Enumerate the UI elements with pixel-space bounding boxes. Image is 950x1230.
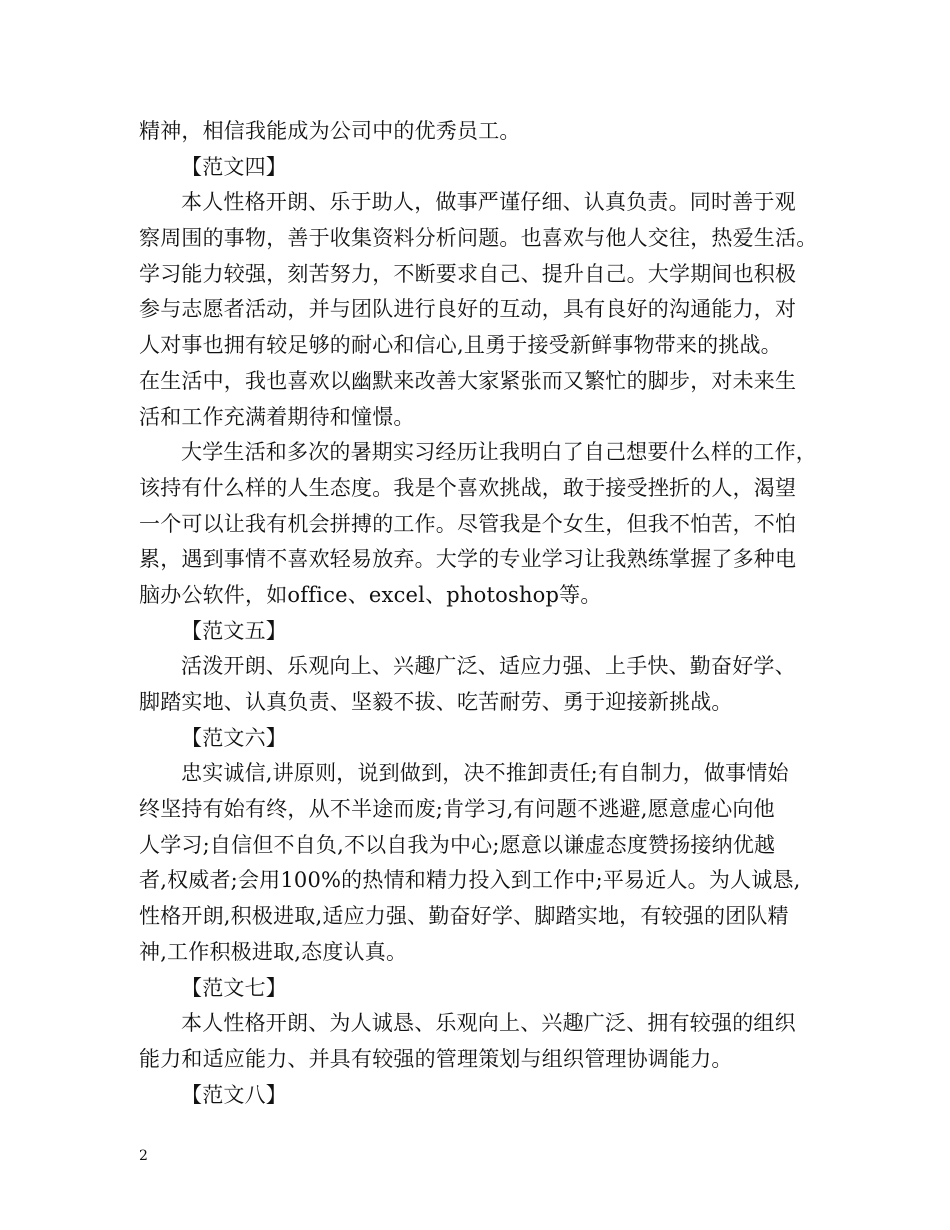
text-line: 活和工作充满着期待和憧憬。 <box>139 404 415 429</box>
text-line: 一个可以让我有机会拼搏的工作。尽管我是个女生，但我不怕苦，不怕 <box>139 511 797 536</box>
section-heading: 【范文六】 <box>181 725 287 750</box>
text-line: 精神，相信我能成为公司中的优秀员工。 <box>139 119 521 143</box>
text-line: 忠实诚信,讲原则，说到做到，决不推卸责任;有自制力，做事情始 <box>181 761 789 786</box>
section-heading: 【范文七】 <box>181 975 287 1000</box>
document-body <box>139 114 819 1113</box>
text-line: 本人性格开朗、乐于助人，做事严谨仔细、认真负责。同时善于观 <box>181 190 796 215</box>
section-heading: 【范文八】 <box>181 1082 287 1107</box>
text-line: 性格开朗,积极进取,适应力强、勤奋好学、脚踏实地，有较强的团队精 <box>139 904 789 929</box>
text-line: 该持有什么样的人生态度。我是个喜欢挑战，敢于接受挫折的人，渴望 <box>139 475 797 500</box>
text-line: 察周围的事物，善于收集资料分析问题。也喜欢与他人交往，热爱生活。 <box>139 226 818 251</box>
text-line: 学习能力较强，刻苦努力，不断要求自己、提升自己。大学期间也积极 <box>139 261 797 286</box>
text-line: 神,工作积极进取,态度认真。 <box>139 939 408 964</box>
text-line: 在生活中，我也喜欢以幽默来改善大家紧张而又繁忙的脚步，对未来生 <box>139 368 797 393</box>
text-line: 累，遇到事情不喜欢轻易放弃。大学的专业学习让我熟练掌握了多种电 <box>139 547 797 572</box>
text-line: 者,权威者;会用100%的热情和精力投入到工作中;平易近人。为人诚恳, <box>139 868 801 893</box>
text-line: 大学生活和多次的暑期实习经历让我明白了自己想要什么样的工作， <box>181 440 817 465</box>
text-line: 脑办公软件，如office、excel、photoshop等。 <box>139 582 602 607</box>
section-heading: 【范文四】 <box>181 154 287 179</box>
text-line: 脚踏实地、认真负责、坚毅不拔、吃苦耐劳、勇于迎接新挑战。 <box>139 690 733 714</box>
text-line: 人学习;自信但不自负,不以自我为中心;愿意以谦虚态度赞扬接纳优越 <box>139 832 776 857</box>
text-line: 本人性格开朗、为人诚恳、乐观向上、兴趣广泛、拥有较强的组织 <box>181 1011 796 1036</box>
page-number: 2 <box>139 1148 148 1164</box>
text-line: 参与志愿者活动，并与团队进行良好的互动，具有良好的沟通能力，对 <box>139 297 797 322</box>
text-line: 活泼开朗、乐观向上、兴趣广泛、适应力强、上手快、勤奋好学、 <box>181 654 796 679</box>
text-line: 人对事也拥有较足够的耐心和信心,且勇于接受新鲜事物带来的挑战。 <box>139 333 782 358</box>
text-line: 终坚持有始有终，从不半途而废;肯学习,有问题不逃避,愿意虚心向他 <box>139 797 775 822</box>
section-heading: 【范文五】 <box>181 618 287 643</box>
text-line: 能力和适应能力、并具有较强的管理策划与组织管理协调能力。 <box>139 1046 733 1071</box>
